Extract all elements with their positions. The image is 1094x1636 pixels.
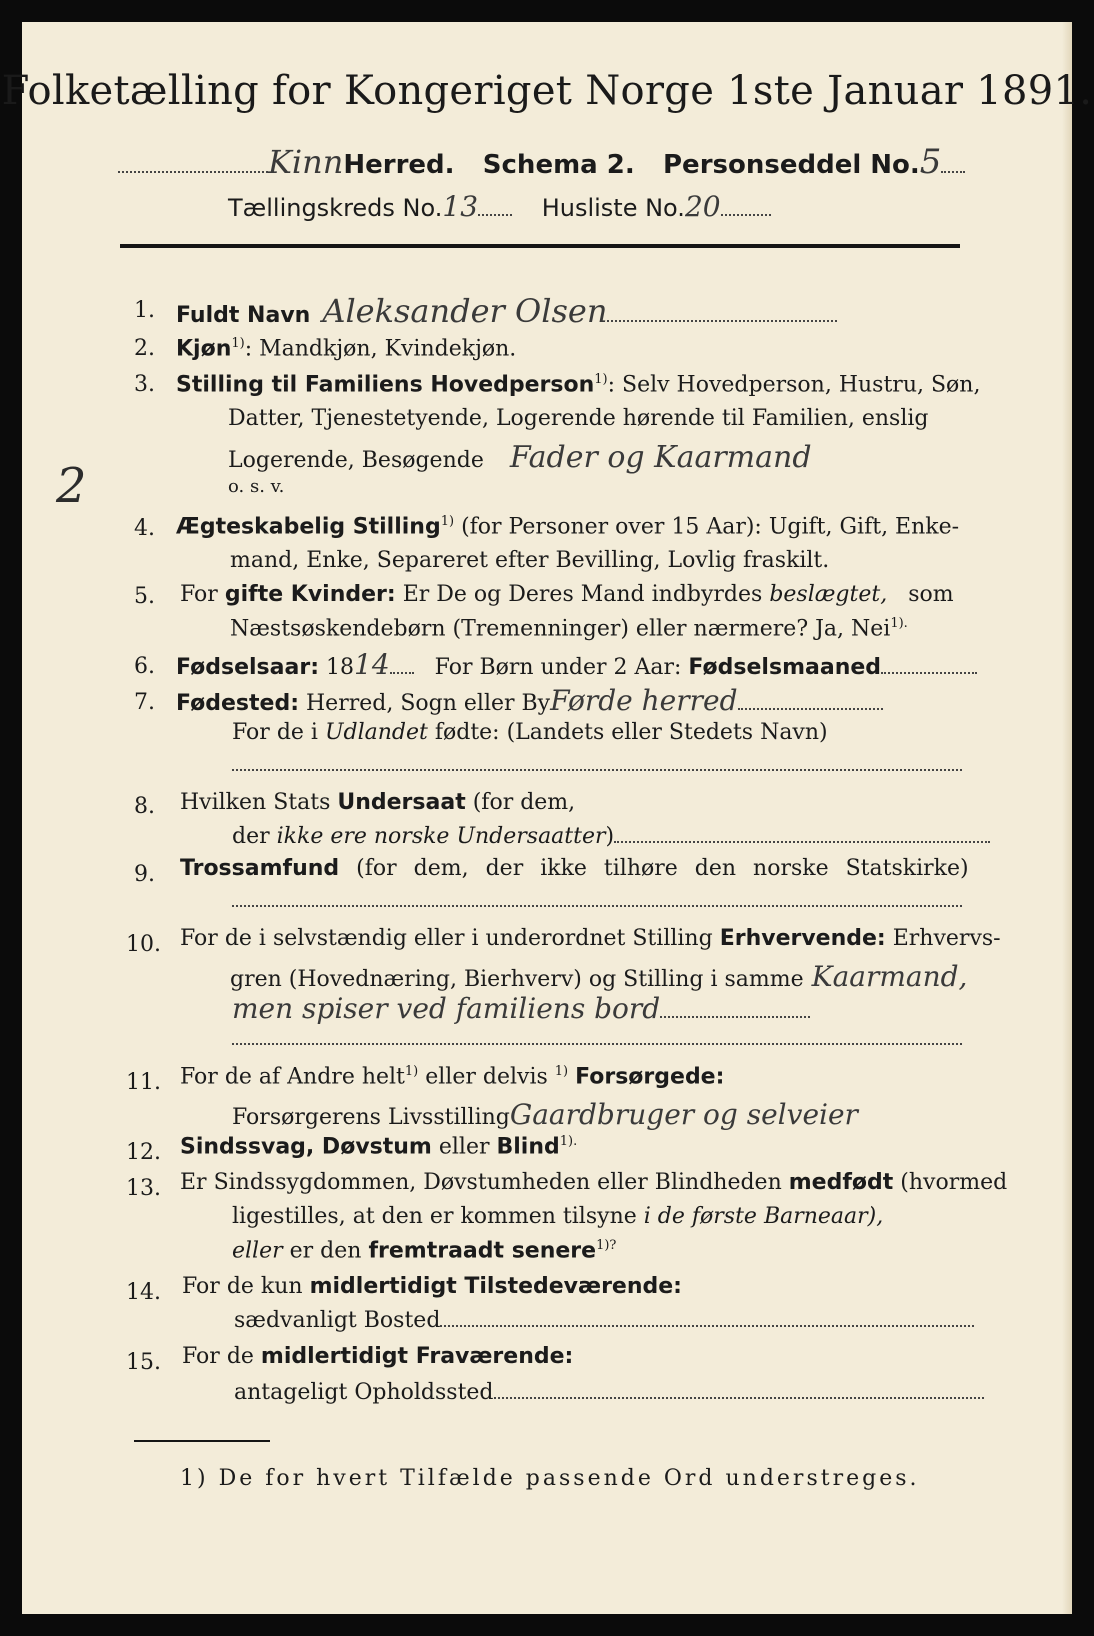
q6-rest: For Børn under 2 Aar: [434, 655, 682, 680]
q8-dots [614, 825, 990, 843]
q11-number: 11. [126, 1070, 161, 1095]
q3-options1: : Selv Hovedperson, Hustru, Søn, [607, 372, 981, 398]
q8-rest: (for dem, [472, 790, 576, 815]
herred-line [118, 142, 965, 182]
q10-value: Kaarmand, [811, 960, 968, 993]
q1-dots [607, 304, 837, 322]
q9-number: 9. [134, 862, 155, 887]
husliste-value: 20 [684, 190, 721, 223]
paper-edge [1062, 22, 1072, 1614]
q15-number: 15. [126, 1350, 161, 1375]
q14-line1 [182, 1274, 682, 1299]
personseddel-label: Personseddel No. [663, 150, 920, 180]
q15-line2: antageligt Opholdssted [234, 1380, 494, 1405]
q4-options1: (for Personer over 15 Aar): Ugift, Gift, Enke- [461, 514, 960, 540]
q4-line2: mand, Enke, Separeret efter Bevilling, Lovlig fraskilt. [230, 548, 830, 573]
q8-line2 [232, 824, 990, 849]
q5-question: Er De og Deres Mand indbyrdes [402, 582, 763, 607]
q10-dots [660, 1000, 810, 1018]
q10-line4 [232, 1026, 962, 1051]
q13-pre: Er Sindssygdommen, Døvstumheden eller Blindheden [180, 1170, 782, 1195]
q8-pre: Hvilken Stats [180, 790, 331, 815]
husliste-dots [721, 198, 771, 216]
q10-number: 10. [126, 932, 161, 957]
q5-end: som [908, 582, 954, 607]
q6-label2: Fødselsmaaned [688, 655, 882, 680]
kreds-dots [478, 198, 512, 216]
q2-label: Kjøn [176, 336, 232, 362]
q11-line2 [232, 1098, 858, 1131]
q6-value: 14 [354, 648, 390, 681]
q5-options: Næstsøskendebørn (Tremenninger) eller nærmere? Ja, Nei [230, 616, 891, 642]
q3-options3: Logerende, Besøgende [228, 448, 484, 473]
q4-label: Ægteskabelig Stilling [176, 514, 441, 540]
q13-line3 [232, 1238, 616, 1263]
q6-line [176, 648, 977, 681]
q14-number: 14. [126, 1280, 161, 1305]
q1-value: Aleksander Olsen [322, 292, 608, 330]
q9-label: Trossamfund [180, 856, 340, 881]
q5-line2 [230, 616, 908, 641]
q3-line1 [176, 372, 980, 397]
q7-line2it: Udlandet [324, 720, 428, 745]
q13-line1 [180, 1170, 1007, 1195]
q10-line2 [230, 960, 967, 993]
q9-rest: (for dem, der ikke tilhøre den norske Statskirke) [356, 856, 969, 881]
q13-number: 13. [126, 1176, 161, 1201]
q7-line2b: fødte: (Landets eller Stedets Navn) [434, 720, 828, 745]
q8-line2a: der [232, 824, 270, 849]
q7-dots [738, 692, 883, 710]
personseddel-value: 5 [919, 142, 942, 182]
form-title: Folketælling for Kongeriget Norge 1ste Januar 1891. [1, 68, 1093, 114]
q10-blank-dots [232, 1027, 962, 1045]
q3-label: Stilling til Familiens Hovedperson [176, 372, 595, 398]
q13-line3c: 1)? [596, 1238, 617, 1253]
footnote-rule [134, 1440, 270, 1442]
q10-line2: gren (Hovednæring, Bierhverv) og Stilling i samme [230, 967, 804, 992]
q3-number: 3. [134, 372, 155, 397]
q14-line2 [234, 1308, 974, 1333]
q6-label: Fødselsaar: [176, 655, 319, 680]
q8-line2it: ikke ere norske Undersaatter [276, 824, 606, 849]
q3-line2: Datter, Tjenestetyende, Logerende hørende til Familien, enslig [228, 406, 929, 431]
q6-dots1 [390, 656, 414, 674]
q14-line2: sædvanligt Bosted [234, 1308, 441, 1333]
q9-blank-dots [232, 889, 962, 907]
margin-note: 2 [56, 458, 87, 514]
q12-mid: eller [438, 1134, 490, 1160]
q6-dots2 [881, 656, 977, 674]
q12-label2: Blind [496, 1134, 560, 1160]
q12-sup: 1). [559, 1134, 578, 1149]
q3-line3 [228, 440, 812, 475]
q7-value: Førde herred [550, 684, 738, 717]
census-form-sheet [22, 22, 1072, 1614]
q15-label: midlertidigt Fraværende: [260, 1344, 574, 1369]
q14-dots [440, 1309, 974, 1327]
q12-line [180, 1134, 577, 1159]
q3-line4: o. s. v. [228, 476, 285, 497]
q8-number: 8. [134, 794, 155, 819]
q2-line [176, 336, 516, 361]
q12-label: Sindssvag, Døvstum [180, 1134, 432, 1160]
q13-line3b: fremtraadt senere [368, 1238, 597, 1264]
q1-label: Fuldt Navn [176, 303, 311, 328]
q13-label: medfødt [788, 1170, 894, 1195]
q9-line1 [180, 856, 969, 881]
q10-line1 [180, 926, 1001, 951]
q11-line1 [180, 1064, 724, 1089]
q6-prefix: 18 [326, 655, 354, 680]
q5-sup: 1). [890, 616, 908, 631]
q3-sup: 1) [594, 372, 608, 387]
q11-mid: eller delvis [425, 1064, 548, 1090]
herred-value: Kinn [268, 143, 344, 181]
q2-sup: 1) [231, 336, 245, 351]
q2-options: : Mandkjøn, Kvindekjøn. [244, 336, 517, 362]
q13-line3a: er den [289, 1238, 362, 1264]
q8-label: Undersaat [337, 790, 466, 815]
q7-line1 [176, 684, 883, 717]
q7-line2a: For de i [232, 720, 318, 745]
q10-rest: Erhvervs- [892, 926, 1001, 951]
q15-pre: For de [182, 1344, 254, 1369]
header-rule [120, 244, 960, 248]
q7-label: Fødested: [176, 691, 299, 716]
q7-blank-dots [232, 753, 962, 771]
q15-line1 [182, 1344, 573, 1369]
q4-number: 4. [134, 516, 155, 541]
q4-sup: 1) [440, 514, 455, 529]
husliste-label: Husliste No. [541, 194, 685, 222]
q7-line3 [232, 752, 962, 777]
footnote: 1) De for hvert Tilfælde passende Ord understreges. [180, 1466, 920, 1491]
q13-line2it: i de første Barneaar), [643, 1204, 884, 1229]
q11-value: Gaardbruger og selveier [509, 1098, 858, 1131]
q11-sup2: 1) [554, 1064, 569, 1079]
q5-number: 5. [134, 584, 155, 609]
q10-pre: For de i selvstændig eller i underordnet Stilling [180, 926, 713, 951]
q5-pre: For [180, 582, 218, 607]
q5-line1 [180, 582, 954, 607]
q13-line2a: ligestilles, at den er kommen tilsyne [232, 1204, 637, 1229]
q11-sup1: 1) [404, 1064, 419, 1079]
q4-line1 [176, 514, 959, 539]
q14-label: midlertidigt Tilstedeværende: [309, 1274, 682, 1299]
q15-line2 [234, 1380, 984, 1405]
q11-label: Forsørgede: [575, 1064, 725, 1090]
q2-number: 2. [134, 336, 155, 361]
q11-pre: For de af Andre helt [180, 1064, 405, 1090]
q10-label: Erhvervende: [719, 926, 886, 951]
q14-pre: For de kun [182, 1274, 303, 1299]
q5-italic: beslægtet, [769, 582, 888, 607]
q10-value2: men spiser ved familiens bord [232, 992, 661, 1025]
schema-label: Schema 2. [482, 150, 635, 180]
q8-line1 [180, 790, 575, 815]
q13-line3it: eller [232, 1238, 283, 1264]
kreds-value: 13 [442, 190, 479, 223]
personseddel-dots [941, 155, 965, 173]
q9-line2 [232, 888, 962, 913]
q10-line3 [232, 992, 810, 1025]
q1-line [176, 292, 837, 330]
q13-rest: (hvormed [900, 1170, 1008, 1195]
q11-line2: Forsørgerens Livsstilling [232, 1105, 510, 1130]
q8-line2b: ) [605, 824, 615, 849]
herred-label: Herred. [343, 150, 455, 180]
q13-line2 [232, 1204, 883, 1229]
kreds-label: Tællingskreds No. [228, 194, 443, 222]
q12-number: 12. [126, 1140, 161, 1165]
q1-number: 1. [134, 298, 155, 323]
q7-number: 7. [134, 690, 155, 715]
q6-number: 6. [134, 654, 155, 679]
q7-rest: Herred, Sogn eller By [306, 691, 551, 716]
q7-line2 [232, 720, 828, 745]
q5-label: gifte Kvinder: [224, 582, 396, 607]
kreds-line [228, 190, 771, 223]
q15-dots [494, 1381, 984, 1399]
herred-dots [118, 155, 268, 173]
q3-value: Fader og Kaarmand [509, 440, 812, 475]
